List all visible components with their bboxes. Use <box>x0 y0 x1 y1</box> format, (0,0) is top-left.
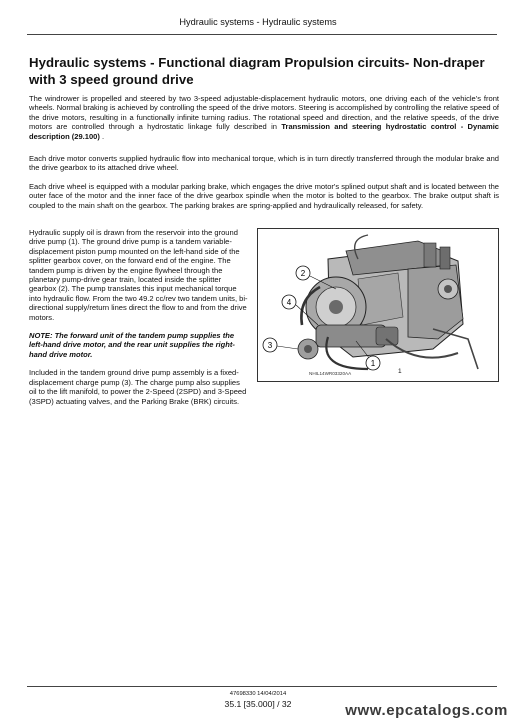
watermark: www.epcatalogs.com <box>345 702 508 719</box>
callout-4: 4 <box>286 297 292 307</box>
left-column <box>29 228 249 415</box>
paragraph-drive-motor: Each drive motor converts supplied hydraulic flow into mechanical torque, which is in turn directly transferred through the modular brake and the drive gearbox to its attached drive wheel. <box>29 154 499 173</box>
header-rule <box>27 34 497 35</box>
note-tandem-pump: NOTE: The forward unit of the tandem pump supplies the left-hand drive motor, and the rear unit supplies the right-hand drive motor. <box>29 331 235 359</box>
callout-1: 1 <box>370 358 376 368</box>
figure-code: NHIL14WR03320AA <box>309 371 352 376</box>
paragraph-propulsion-text: The windrower is propelled and steered by two 3-speed adjustable-displacement hydraulic motors, one driving each of the vehicle's front wheels. Normal braking is achieved by controlling the speed of the drive motors. Steering is accomplished by controlling the relative speed of the drive motors, resulting in a functionally infinite turning radius. The rotational speed and direction, and the relative speeds, of the drive motors are controlled through a hydrostatic linkage fully described in <box>29 94 499 132</box>
running-header: Hydraulic systems - Hydraulic systems <box>179 17 337 27</box>
paragraph-supply-oil: Hydraulic supply oil is drawn from the reservoir into the ground drive pump (1). The ground drive pump is a tandem variable-displacement piston pump mounted on the left-hand side of the splitter gearbox cover, on the forward end of the engine. The tandem pump is driven by the engine flywheel through the planetary pump-drive gear train, located inside the splitter gearbox (2). The pump translates this input mechanical torque into hydraulic flow. From the two 49.2 cc/rev two tandem units, bi-directional supply/return lines direct the flow to and from the drive motors. <box>29 228 248 322</box>
figure-number: 1 <box>398 368 402 375</box>
footer-doc-id: 47698330 14/04/2014 <box>229 691 287 697</box>
paragraph-propulsion-end: . <box>99 131 105 141</box>
section-title: Hydraulic systems - Functional diagram Propulsion circuits- Non-draper with 3 speed ground drive <box>29 55 485 87</box>
engine-pump-figure <box>257 228 499 382</box>
paragraph-parking-brake: Each drive wheel is equipped with a modular parking brake, which engages the drive motor's splined output shaft and is located between the outer face of the motor and the inner face of the drive gearbox spindle when the motor is bolted to the gearbox. The brake output shaft is coupled to the main shaft on the gearbox. The parking brakes are spring-applied and hydraulically released, for safety. <box>29 182 499 210</box>
footer-rule <box>27 686 497 687</box>
callout-2: 2 <box>300 268 306 278</box>
paragraph-propulsion <box>29 94 499 141</box>
engine-illustration <box>258 229 498 381</box>
cross-reference-link[interactable]: Transmission and steering hydrostatic control - Dynamic description (29.100) <box>29 122 499 141</box>
footer-page-number: 35.1 [35.000] / 32 <box>224 699 292 709</box>
callout-3: 3 <box>267 340 273 350</box>
paragraph-charge-pump: Included in the tandem ground drive pump assembly is a fixed-displacement charge pump (3). The charge pump also supplies oil to the lift manifold, to power the 2-Speed (2SPD) and 3-Speed (3SPD) actuating valves, and the Parking Brake (BRK) circuits. <box>29 368 247 406</box>
